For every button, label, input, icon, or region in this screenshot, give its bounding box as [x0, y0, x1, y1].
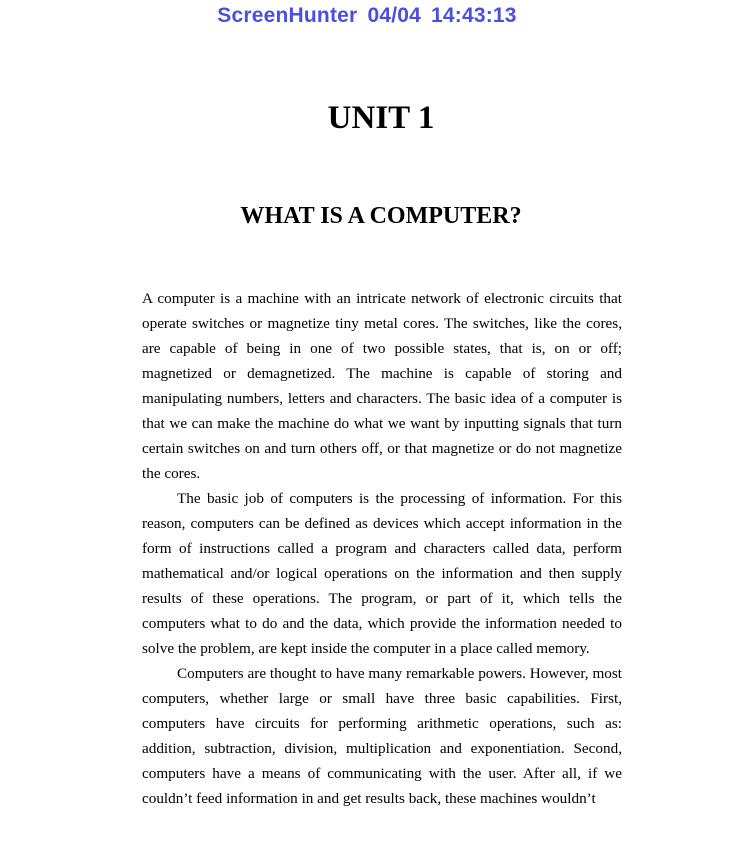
paragraph-2: The basic job of computers is the processing of information. For this reason, computers can be defined as devices which accept information in the form of instructions called a program and characters called data, perform mathematical and/or logical operations on the information and then supply results of these operations. The program, or part of it, which tells the computers what to do and the data, which provide the information needed to solve the problem, are kept inside the computer in a place called memory.: [142, 490, 622, 657]
screenhunter-watermark: ScreenHunter 04/04 14:43:13: [217, 4, 517, 27]
chapter-title: WHAT IS A COMPUTER?: [240, 203, 522, 229]
body-text: [142, 286, 622, 811]
unit-title: UNIT 1: [327, 100, 435, 136]
paragraph-1: A computer is a machine with an intricate network of electronic circuits that operate switches or magnetize tiny metal cores. The switches, like the cores, are capable of being in one of two possible states, that is, on or off; magnetized or demagnetized. The machine is capable of storing and manipulating numbers, letters and characters. The basic idea of a computer is that we can make the machine do what we want by inputting signals that turn certain switches on and turn others off, or that magnetize or do not magnetize the cores.: [142, 290, 622, 482]
paragraph-3: Computers are thought to have many remarkable powers. However, most computers, whether large or small have three basic capabilities. First, computers have circuits for performing arithmetic operations, such as: addition, subtraction, division, multiplication and exponentiation. Second, computers have a means of communicating with the user. After all, if we couldn’t feed information in and get results back, these machines wouldn’t: [142, 665, 622, 807]
